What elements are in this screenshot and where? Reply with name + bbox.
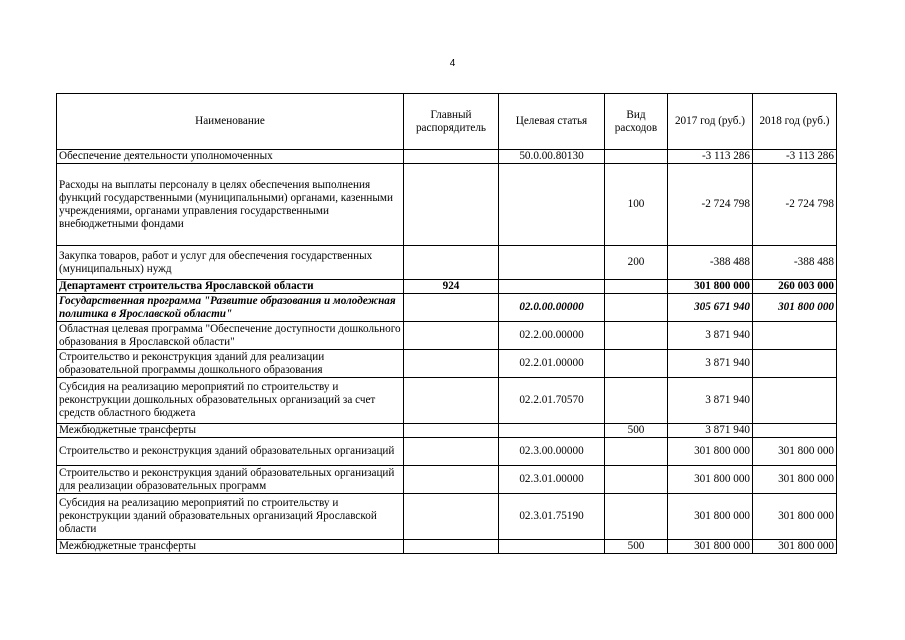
header-expense-type: Вид расходов <box>605 94 668 150</box>
row-name: Строительство и реконструкция зданий образовательных организаций для реализации образовательных программ <box>57 466 404 494</box>
row-article: 02.3.00.00000 <box>499 438 605 466</box>
row-expense <box>605 378 668 424</box>
row-2017: 301 800 000 <box>668 438 753 466</box>
row-manager <box>404 322 499 350</box>
row-name: Субсидия на реализацию мероприятий по строительству и реконструкции зданий образовательных организаций Ярославской области <box>57 494 404 540</box>
table-row <box>57 294 837 322</box>
row-expense <box>605 466 668 494</box>
row-2018 <box>753 378 837 424</box>
row-2017: -388 488 <box>668 246 753 280</box>
table-row <box>57 438 837 466</box>
row-2018: 301 800 000 <box>753 438 837 466</box>
row-expense <box>605 150 668 164</box>
table-row <box>57 350 837 378</box>
row-article <box>499 246 605 280</box>
row-name: Строительство и реконструкция зданий образовательных организаций <box>57 438 404 466</box>
row-expense: 500 <box>605 540 668 554</box>
row-article: 02.0.00.00000 <box>499 294 605 322</box>
row-expense <box>605 350 668 378</box>
row-2018 <box>753 350 837 378</box>
row-manager <box>404 540 499 554</box>
row-manager: 924 <box>404 280 499 294</box>
row-name: Субсидия на реализацию мероприятий по строительству и реконструкции дошкольных образовательных организаций за счет средств областного бюджета <box>57 378 404 424</box>
row-2017: 301 800 000 <box>668 494 753 540</box>
row-2018: 301 800 000 <box>753 540 837 554</box>
page-number: 4 <box>449 58 456 69</box>
row-article <box>499 540 605 554</box>
row-2018: 301 800 000 <box>753 466 837 494</box>
row-expense <box>605 438 668 466</box>
row-2018: 301 800 000 <box>753 294 837 322</box>
header-row <box>57 94 837 150</box>
row-manager <box>404 466 499 494</box>
table-row <box>57 378 837 424</box>
row-article <box>499 280 605 294</box>
row-name: Межбюджетные трансферты <box>57 424 404 438</box>
row-name: Департамент строительства Ярославской области <box>57 280 404 294</box>
table-row <box>57 424 837 438</box>
row-manager <box>404 350 499 378</box>
row-2017: 3 871 940 <box>668 322 753 350</box>
row-2018: -2 724 798 <box>753 164 837 246</box>
row-manager <box>404 150 499 164</box>
row-article: 50.0.00.80130 <box>499 150 605 164</box>
row-2017: 305 671 940 <box>668 294 753 322</box>
row-2018: 260 003 000 <box>753 280 837 294</box>
row-expense: 100 <box>605 164 668 246</box>
row-manager <box>404 294 499 322</box>
table-row <box>57 322 837 350</box>
header-2018: 2018 год (руб.) <box>753 94 837 150</box>
row-manager <box>404 246 499 280</box>
row-2018 <box>753 424 837 438</box>
row-2017: 3 871 940 <box>668 424 753 438</box>
header-article: Целевая статья <box>499 94 605 150</box>
row-manager <box>404 164 499 246</box>
header-name: Наименование <box>57 94 404 150</box>
row-name: Расходы на выплаты персоналу в целях обеспечения выполнения функций государственными (муниципальными) органами, казенными учреждениями, органами управления государственными внебюджетными фондами <box>57 164 404 246</box>
table-row <box>57 494 837 540</box>
row-article: 02.3.01.75190 <box>499 494 605 540</box>
row-2017: 301 800 000 <box>668 280 753 294</box>
row-expense <box>605 494 668 540</box>
row-article: 02.2.01.70570 <box>499 378 605 424</box>
budget-table <box>56 93 837 554</box>
row-name: Закупка товаров, работ и услуг для обеспечения государственных (муниципальных) нужд <box>57 246 404 280</box>
row-expense: 200 <box>605 246 668 280</box>
table-row <box>57 540 837 554</box>
row-article: 02.3.01.00000 <box>499 466 605 494</box>
row-2018 <box>753 322 837 350</box>
table-row <box>57 466 837 494</box>
table-row <box>57 150 837 164</box>
row-2017: 3 871 940 <box>668 350 753 378</box>
row-manager <box>404 424 499 438</box>
row-2018: -3 113 286 <box>753 150 837 164</box>
row-expense <box>605 322 668 350</box>
row-article <box>499 164 605 246</box>
row-name: Обеспечение деятельности уполномоченных <box>57 150 404 164</box>
row-expense <box>605 294 668 322</box>
row-2017: 301 800 000 <box>668 466 753 494</box>
table-row <box>57 246 837 280</box>
row-2017: -2 724 798 <box>668 164 753 246</box>
row-2017: -3 113 286 <box>668 150 753 164</box>
header-2017: 2017 год (руб.) <box>668 94 753 150</box>
row-article: 02.2.00.00000 <box>499 322 605 350</box>
row-2017: 3 871 940 <box>668 378 753 424</box>
row-name: Областная целевая программа "Обеспечение доступности дошкольного образования в Ярославской области" <box>57 322 404 350</box>
row-name: Государственная программа "Развитие образования и молодежная политика в Ярославской области" <box>57 294 404 322</box>
row-name: Строительство и реконструкция зданий для реализации образовательной программы дошкольного образования <box>57 350 404 378</box>
row-manager <box>404 378 499 424</box>
table-row <box>57 280 837 294</box>
row-expense <box>605 280 668 294</box>
row-2017: 301 800 000 <box>668 540 753 554</box>
header-manager: Главный распорядитель <box>404 94 499 150</box>
row-article <box>499 424 605 438</box>
row-manager <box>404 494 499 540</box>
row-manager <box>404 438 499 466</box>
row-article: 02.2.01.00000 <box>499 350 605 378</box>
row-name: Межбюджетные трансферты <box>57 540 404 554</box>
row-2018: 301 800 000 <box>753 494 837 540</box>
table-row <box>57 164 837 246</box>
row-expense: 500 <box>605 424 668 438</box>
row-2018: -388 488 <box>753 246 837 280</box>
